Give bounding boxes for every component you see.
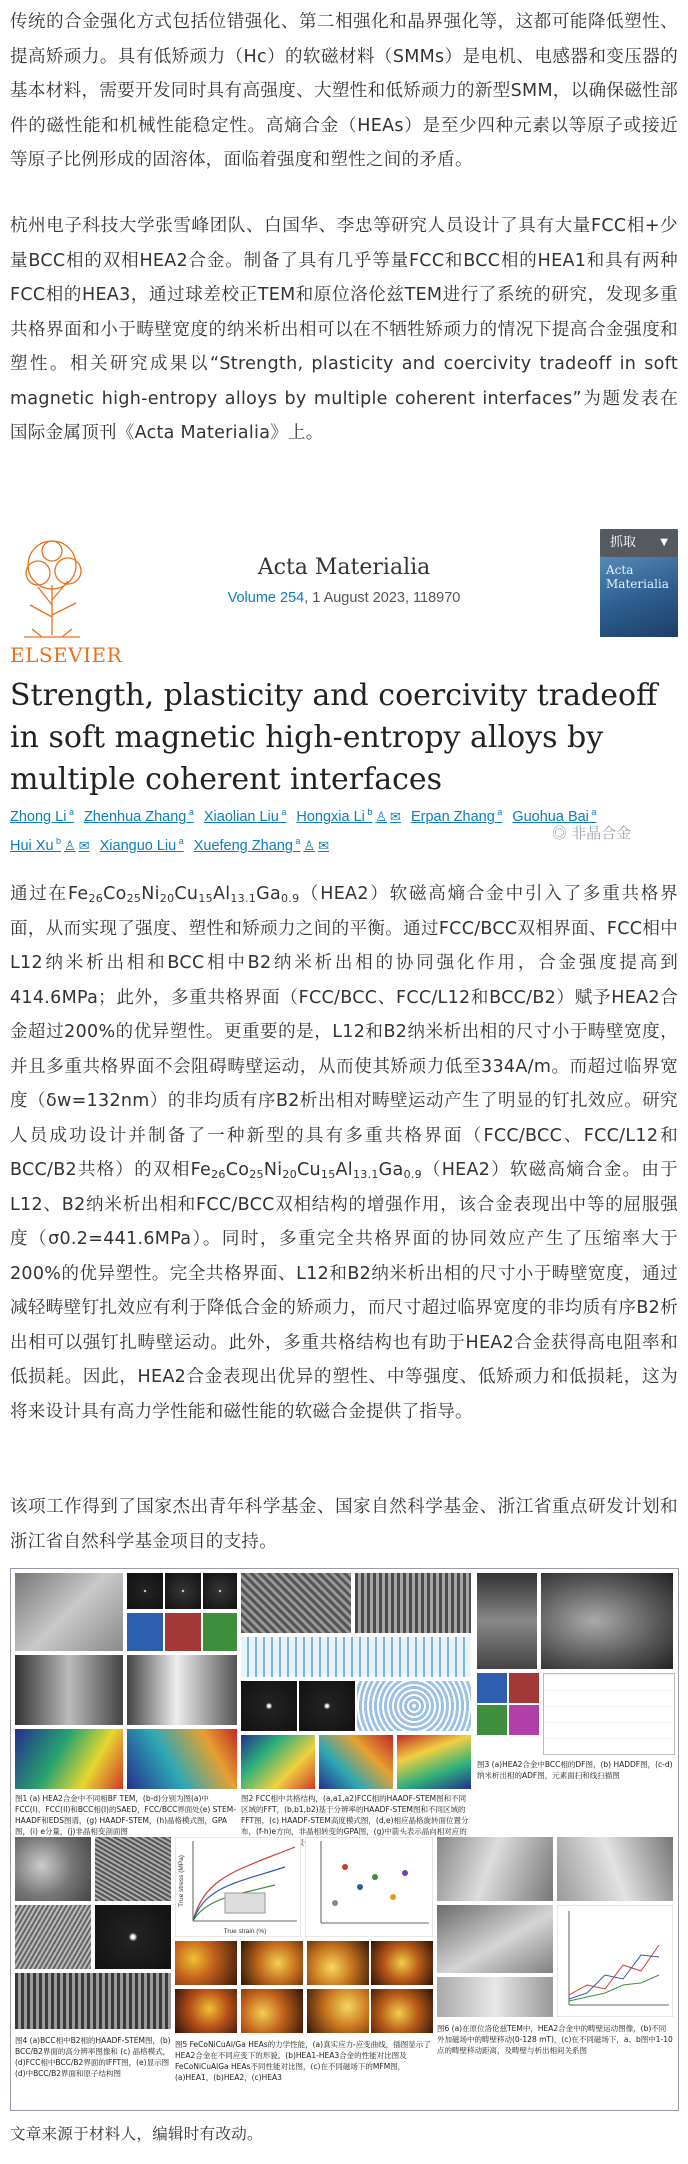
elsevier-tree-logo (10, 525, 94, 647)
lorentz-tem-image (437, 1905, 553, 1973)
saed-pattern (127, 1573, 163, 1609)
author-link[interactable]: Hongxia Li $^b$ ♙ ✉ (296, 807, 401, 825)
fft-pattern (241, 1681, 297, 1731)
chevron-down-icon: ▼ (660, 537, 668, 548)
research-summary-paragraph: 杭州电子科技大学张雪峰团队、白国华、李忠等研究人员设计了具有大量FCC相+少量BCC相的双相HEA2合金。制备了具有几乎等量FCC和BCC相的HEA1和具有两种FCC相的HEA3，通过球差校正TEM和原位洛伦兹TEM进行了系统的研究，发现多重共格界面和小于畴壁宽度的纳米析出相可以在不牺牲矫顽力的情况下提高合金强度和塑性。相关研究成果以“Strength, plasticity and coercivity tradeoff in soft magnetic high-entropy alloys by multiple coherent interfaces”为题发表在国际金属顶刊《Acta Materialia》上。 (10, 216, 678, 443)
mfm-image (307, 1989, 369, 2033)
eds-map (477, 1673, 507, 1703)
gpa-map (241, 1735, 315, 1789)
author-link[interactable]: Xuefeng Zhang $^a$ ♙ ✉ (193, 835, 329, 854)
mfm-image (371, 1941, 433, 1985)
figure-5 (175, 1837, 433, 2107)
funding-paragraph: 该项工作得到了国家杰出青年科学基金、国家自然科学基金、浙江省重点研发计划和浙江省自然科学基金项目的支持。 (10, 1497, 678, 1552)
stress-strain-chart (175, 1837, 301, 1937)
publisher-name: ELSEVIER (10, 643, 123, 667)
figure-1-caption: 图1 (a) HEA2合金中不同相BF TEM，(b-d)分别为图(a)中FCC(I)、FCC(II)和BCC相(I)的SAED，FCC/BCC界面处(e) STEM-HAADF和EDS图谱，(g) HAADF-STEM，(h)晶格模式图，GPA图，(i) e分量，(j)非晶相变剖面图 (15, 1794, 236, 1836)
df-image (477, 1573, 537, 1669)
figure-2-caption: 图2 FCC相中共格结构，(a,a1,a2)FCC相的HAADF-STEM图和不同区域的FFT，(b,b1,b2)基于分辨率的HAADF-STEM图和不同区域的FFT图，(c) HAADF-STEM高度模式图，(d,e)相应晶格旋转面位置分布，(f-h)e方向，非晶相转变的GPA图，(g)中箭头表示晶向相对应的 表位 (241, 1794, 469, 1847)
email-icon[interactable]: ✉ (78, 837, 90, 853)
gpa-map (15, 1729, 123, 1789)
eds-map (203, 1613, 237, 1651)
cover-title: Acta Materialia (606, 563, 669, 591)
author-link[interactable]: Erpan Zhang $^a$ (410, 807, 503, 825)
y-axis-label: True stress (MPa) (178, 1855, 185, 1907)
gpa-map (127, 1729, 237, 1789)
author-link[interactable]: Zhenhua Zhang $^a$ (83, 807, 194, 825)
person-icon[interactable]: ♙ (375, 808, 388, 824)
mfm-image (175, 1941, 237, 1985)
figure-4-caption: 图4 (a)BCC相中B2相的HAADF-STEM图，(b) BCC/B2界面的高分辨率图像和 (c) 晶格模式，(d)FCC相中BCC/B2界面的IFFT图，(e)显示图(d)中BCC/B2界面和原子结构图 (15, 2036, 171, 2078)
haadf-image (241, 1573, 351, 1633)
paper-title: Strength, plasticity and coercivity tradeoff in soft magnetic high-entropy alloys by multiple coherent interfaces (10, 678, 658, 797)
figure-5-caption: 图5 FeCoNiCuAl/Ga HEAs的力学性能，(a)真实应力-应变曲线，插图显示了HEA2合金在不同应变下的形貌，(b)HEA1-HEA3合金的性能对比图及FeCoNiCuAlGa HEAs不同性能对比图，(c)在不同磁场下的MFM图，(a)HEA1，(b)HEA2，(c)HEA3 (175, 2040, 431, 2082)
source-note: 文章来源于材料人，编辑时有改动。 (10, 2125, 263, 2143)
alloy-formula: $Fe_{26}Co_{25}Ni_{20}Cu_{15}Al_{13.1}Ga_{0.9}$ (190, 1160, 422, 1181)
alloy-formula: $Fe_{26}Co_{25}Ni_{20}Cu_{15}Al_{13.1}Ga_{0.9}$ (68, 884, 300, 905)
author-link[interactable]: Xianguo Liu $^a$ (99, 835, 184, 854)
figure-6-caption: 图6 (a)在原位洛伦兹TEM中，HEA2合金中的畴壁运动图像，(b)不同外加磁场中的畴壁移动(0-128 mT)，(c)在不同磁场下，a、b图中1-10点的畴壁移动距离，及畴壁与析出相间关系图 (437, 2024, 673, 2055)
intro-paragraph: 传统的合金强化方式包括位错强化、第二相强化和晶界强化等，这都可能降低塑性、提高矫顽力。具有低矫顽力（Hc）的软磁材料（SMMs）是电机、电感器和变压器的基本材料，需要开发同时具有高强度、大塑性和低矫顽力的新型SMM，以确保磁性部件的磁性能和机械性能稳定性。高熵合金（HEAs）是至少四种元素以等原子或接近等原子比例形成的固溶体，面临着强度和塑性之间的矛盾。 (10, 12, 678, 170)
text-segment: 通过在 (10, 884, 68, 904)
figure-1 (15, 1573, 237, 1836)
person-icon[interactable]: ♙ (64, 837, 76, 853)
watermark-text: 非晶合金 (571, 825, 632, 842)
lattice-model (357, 1681, 471, 1731)
grab-button[interactable] (600, 529, 678, 557)
eds-map (477, 1705, 507, 1735)
hrtem-image (15, 1905, 91, 1969)
email-icon[interactable]: ✉ (318, 837, 329, 853)
mfm-image (371, 1989, 433, 2033)
property-comparison-chart (305, 1837, 433, 1937)
volume-link[interactable]: Volume 254 (227, 590, 305, 606)
author-link[interactable]: Hui Xu $^b$ ♙ ✉ (10, 835, 90, 854)
fft-pattern (299, 1681, 355, 1731)
author-link[interactable]: Zhong Li $^a$ (10, 807, 74, 825)
figure-2 (241, 1573, 471, 1847)
saed-pattern (203, 1573, 237, 1609)
lorentz-tem-image (437, 1977, 553, 2017)
wechat-icon: ◎ (552, 825, 568, 842)
lorentz-tem-image (557, 1837, 673, 1901)
haadf-image (127, 1655, 237, 1725)
eds-map (509, 1705, 539, 1735)
figures-panel (10, 1568, 679, 2111)
eds-map (509, 1673, 539, 1703)
article-header (0, 515, 688, 675)
saed-pattern (165, 1573, 201, 1609)
email-icon[interactable]: ✉ (390, 808, 401, 824)
domain-wall-displacement-chart (557, 1905, 673, 2017)
issue-date: , 1 August 2023, 118970 (304, 590, 461, 606)
haadf-image (15, 1837, 91, 1901)
author-link[interactable]: Guohua Bai $^a$ (512, 807, 597, 825)
ifft-image (15, 1973, 171, 2029)
person-icon[interactable]: ♙ (303, 837, 316, 853)
text-segment: （HEA2）软磁高熵合金。由于L12、B2纳米析出相和FCC/BCC双相结构的增强作用，该合金表现出中等的屈服强度（σ0.2=441.6MPa）。同时，多重完全共格界面的协同效应产生了压缩率大于200%的优异塑性。完全共格界面、L12和B2纳米析出相的尺寸小于畴壁宽度，通过减轻畴壁钉扎效应有利于降低合金的矫顽力，而尺寸超过临界宽度的非均质有序B2析出相可以强钉扎畴壁运动。此外，多重共格结构也有助于HEA2合金获得高电阻率和低损耗。因此，HEA2合金表现出优异的塑性、中等强度、低矫顽力和低损耗，这为将来设计具有高力学性能和磁性能的软磁合金提供了指导。 (10, 1160, 678, 1422)
mfm-image (307, 1941, 369, 1985)
results-paragraph (10, 877, 678, 1429)
haadf-image (15, 1655, 123, 1725)
x-axis-label: True strain (%) (223, 1928, 267, 1935)
watermark (552, 822, 631, 843)
intensity-profile (241, 1637, 471, 1677)
figure-3 (477, 1573, 673, 1831)
fft-pattern (95, 1905, 171, 1969)
journal-name[interactable]: Acta Materialia (257, 555, 431, 580)
eds-map (165, 1613, 201, 1651)
grab-button-label: 抓取 (610, 535, 637, 550)
figure-6 (437, 1837, 673, 2107)
mfm-image (241, 1941, 303, 1985)
eds-map (127, 1613, 163, 1651)
tem-image (15, 1573, 123, 1651)
line-scan-plot (543, 1673, 675, 1755)
hrtem-image (95, 1837, 171, 1901)
mfm-image (241, 1989, 303, 2033)
haadf-image (355, 1573, 471, 1633)
figure-3-caption: 图3 (a)HEA2合金中BCC相的DF图，(b) HADDF图，(c-d)纳米析出相的ADF图，元素面扫和线扫描图 (477, 1760, 673, 1780)
mfm-image (175, 1989, 237, 2033)
journal-issue-info (0, 590, 688, 606)
author-link[interactable]: Xiaolian Liu $^a$ (203, 807, 287, 825)
gpa-map (319, 1735, 393, 1789)
figure-4 (15, 1837, 171, 2107)
haadf-image (541, 1573, 673, 1669)
lorentz-tem-image (437, 1837, 553, 1901)
gpa-map (397, 1735, 471, 1789)
text-segment: （HEA2）软磁高熵合金中引入了多重共格界面，从而实现了强度、塑性和矫顽力之间的平衡。通过FCC/BCC双相界面、FCC相中L12纳米析出相和BCC相中B2纳米析出相的协同强化作用，合金强度提高到414.6MPa；此外，多重共格界面（FCC/BCC、FCC/L12和BCC/B2）赋予HEA2合金超过200%的优异塑性。更重要的是，L12和B2纳米析出相的尺寸小于畴壁宽度，并且多重共格界面不会阻碍畴壁运动，从而使其矫顽力低至334A/m。而超过临界宽度（δw=132nm）的非均质有序B2析出相对畴壁运动产生了明显的钉扎效应。研究人员成功设计并制备了一种新型的具有多重共格界面（FCC/BCC、FCC/L12和BCC/B2共格）的双相 (10, 884, 679, 1180)
